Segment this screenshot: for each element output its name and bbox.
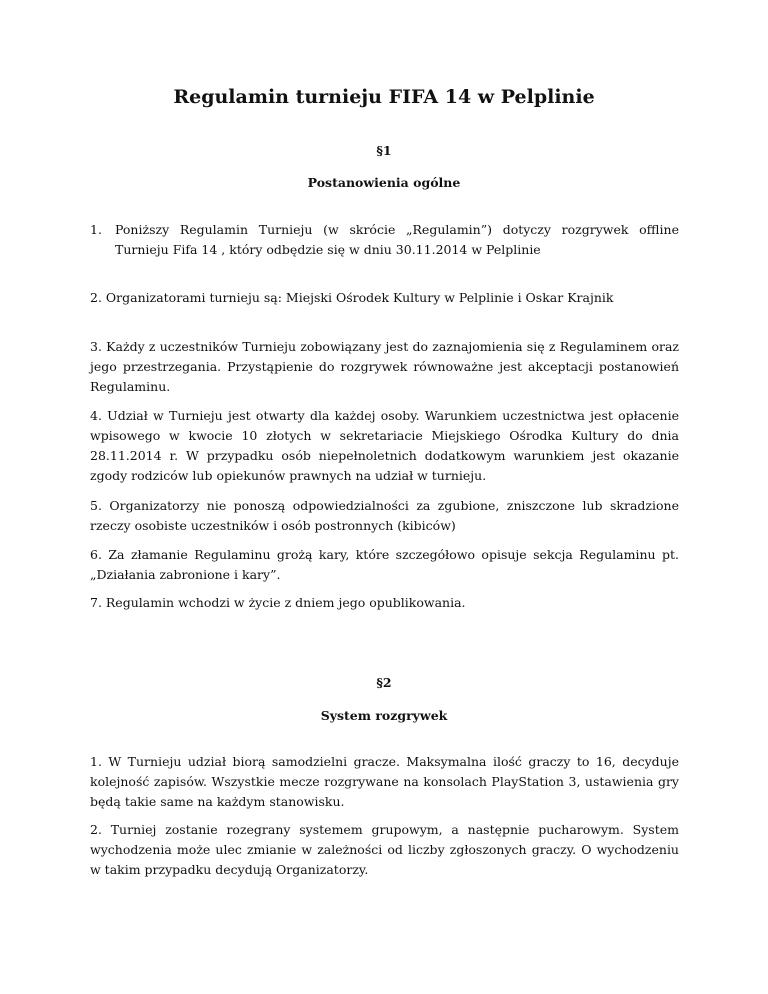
section-1-item-4: 4. Udział w Turnieju jest otwarty dla każdej osoby. Warunkiem uczestnictwa jest opłacenie wpisowego w kwocie 10 złotych w sekretariacie Miejskiego Ośrodka Kultury do dnia 28.11.2014 r. W przypadku osób niepełnoletnich dodatkowym warunkiem jest okazanie zgody rodziców lub opiekunów prawnych na udział w turnieju. [90,408,679,483]
section-1-item-2: 2. Organizatorami turnieju są: Miejski Ośrodek Kultury w Pelplinie i Oskar Krajnik [90,290,614,305]
section-1-item-1-number: 1. [90,222,102,237]
section-2-item-2: 2. Turniej zostanie rozegrany systemem grupowym, a następnie pucharowym. System wychodzenia może ulec zmianie w zależności od liczby zgłoszonych graczy. O wychodzeniu w takim przypadku decydują Organizatorzy. [90,822,679,877]
section-1-heading: Postanowienia ogólne [307,175,461,190]
section-1-item-1-text: Poniższy Regulamin Turnieju (w skrócie „Regulamin”) dotyczy rozgrywek offline Turnieju Fifa 14 , który odbędzie się w dniu 30.11.2014 w Pelplinie [115,222,679,257]
section-1-item-5: 5. Organizatorzy nie ponoszą odpowiedzialności za zgubione, zniszczone lub skradzione rzeczy osobiste uczestników i osób postronnych (kibiców) [90,498,679,533]
section-1-item-3: 3. Każdy z uczestników Turnieju zobowiązany jest do zaznajomienia się z Regulaminem oraz jego przestrzegania. Przystąpienie do rozgrywek równoważne jest akceptacji postanowień Regulaminu. [90,339,679,394]
document-title: Regulamin turnieju FIFA 14 w Pelplinie [173,86,595,108]
section-2-marker: §2 [376,675,392,690]
section-1-item-1 [90,220,679,260]
section-2-item-1: 1. W Turnieju udział biorą samodzielni gracze. Maksymalna ilość graczy to 16, decyduje kolejność zapisów. Wszystkie mecze rozgrywane na konsolach PlayStation 3, ustawienia gry będą takie same na każdym stanowisku. [90,754,679,809]
section-2-heading: System rozgrywek [320,708,448,723]
section-1-marker: §1 [376,143,392,158]
section-1-item-6: 6. Za złamanie Regulaminu grożą kary, które szczegółowo opisuje sekcja Regulaminu pt. „Działania zabronione i kary”. [90,547,679,582]
section-1-item-7: 7. Regulamin wchodzi w życie z dniem jego opublikowania. [90,595,466,610]
